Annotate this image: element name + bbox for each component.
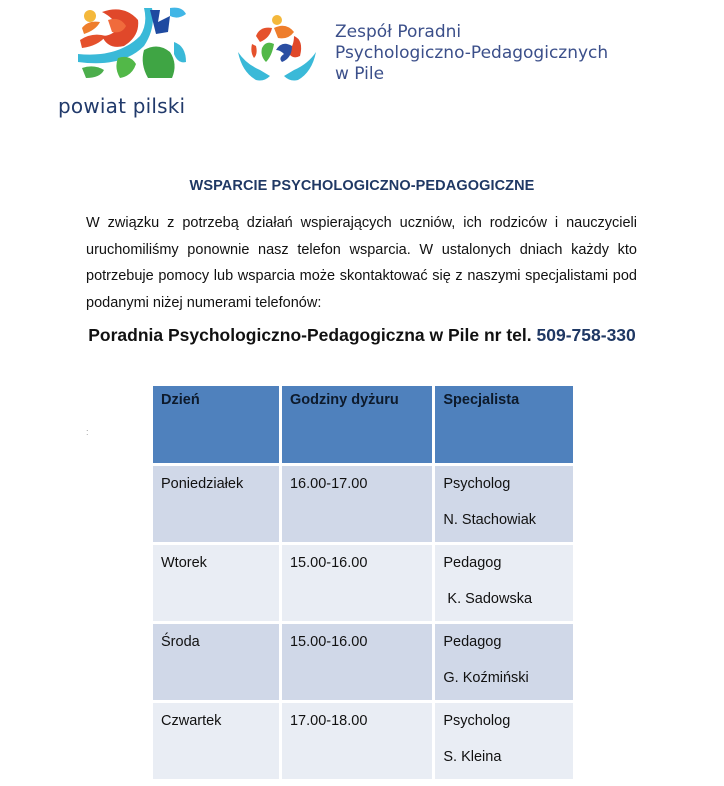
specialist-role: Psycholog — [443, 476, 511, 492]
phone-number: 509-758-330 — [536, 325, 636, 345]
phone-line — [0, 325, 724, 346]
powiat-pilski-caption: powiat pilski — [58, 94, 186, 118]
cell-day: Wtorek — [153, 545, 279, 621]
header-specialist: Specjalista — [435, 386, 573, 463]
table-row — [153, 703, 573, 779]
zespol-poradni-line-2: Psychologiczno-Pedagogicznych — [335, 43, 609, 63]
cell-specialist — [435, 466, 573, 542]
table-header-row — [153, 386, 573, 463]
zespol-poradni-line-3: w Pile — [335, 64, 385, 84]
zespol-poradni-line-1: Zespół Poradni — [335, 22, 462, 42]
schedule-table — [150, 383, 576, 782]
cell-hours: 15.00-16.00 — [282, 545, 432, 621]
document-title: WSPARCIE PSYCHOLOGICZNO-PEDAGOGICZNE — [189, 178, 535, 194]
cell-hours: 17.00-18.00 — [282, 703, 432, 779]
zespol-poradni-logo — [236, 14, 318, 84]
table-row — [153, 466, 573, 542]
specialist-name: S. Kleina — [443, 749, 502, 765]
specialist-name: G. Koźmiński — [443, 670, 529, 686]
table-row — [153, 545, 573, 621]
cell-specialist — [435, 624, 573, 700]
cell-day: Czwartek — [153, 703, 279, 779]
cell-day: Środa — [153, 624, 279, 700]
table-row — [153, 624, 573, 700]
cell-hours: 15.00-16.00 — [282, 624, 432, 700]
intro-paragraph: W związku z potrzebą działań wspierających uczniów, ich rodziców i nauczycieli uruchomiliśmy ponownie nasz telefon wsparcia. W ustalonych dniach każdy kto potrzebuje pomocy lub wsparcia może skontaktować się z naszymi specjalistami pod podanymi niżej numerami telefonów: — [86, 215, 637, 311]
zespol-poradni-name — [335, 22, 608, 85]
cell-hours: 16.00-17.00 — [282, 466, 432, 542]
cell-day: Poniedziałek — [153, 466, 279, 542]
specialist-role: Pedagog — [443, 555, 502, 571]
powiat-pilski-logo — [78, 6, 188, 82]
specialist-name: N. Stachowiak — [443, 512, 537, 528]
specialist-name: K. Sadowska — [443, 591, 533, 607]
phone-label: Poradnia Psychologiczno-Pedagogiczna w Pile nr tel. — [88, 325, 532, 345]
cell-specialist — [435, 545, 573, 621]
specialist-role: Pedagog — [443, 634, 502, 650]
cell-specialist — [435, 703, 573, 779]
header-day: Dzień — [153, 386, 279, 463]
margin-mark: : — [86, 427, 89, 437]
header-hours: Godziny dyżuru — [282, 386, 432, 463]
specialist-role: Psycholog — [443, 713, 511, 729]
